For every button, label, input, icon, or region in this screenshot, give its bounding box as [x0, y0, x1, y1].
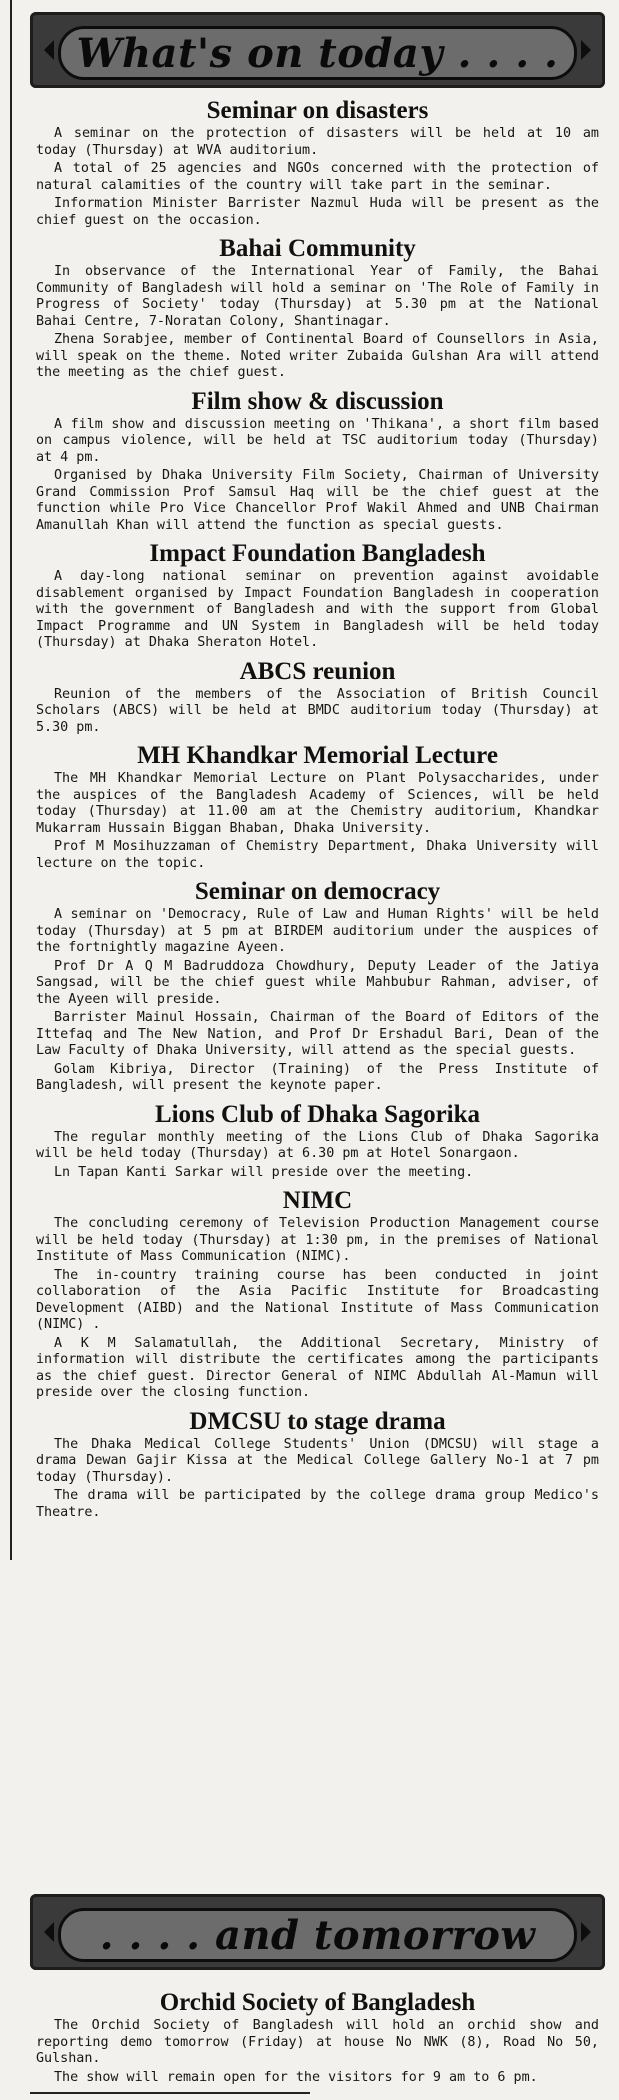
and-tomorrow-banner	[30, 1894, 605, 1970]
event-paragraph: Organised by Dhaka University Film Society, Chairman of University Grand Commission Prof Samsul Haq will be the chief guest at the function while Pro Vice Chancellor Prof Wakil Ahmed and UNB Chairman Amanullah Khan will attend the function as special guests.	[36, 468, 599, 533]
event-item	[30, 387, 605, 535]
tomorrow-events	[30, 1988, 605, 2088]
event-paragraph: The regular monthly meeting of the Lions Club of Dhaka Sagorika will be held today (Thursday) at 6.30 pm at Hotel Sonargaon.	[36, 1129, 599, 1161]
event-heading: DMCSU to stage drama	[189, 1407, 446, 1435]
event-heading: Seminar on disasters	[206, 97, 429, 124]
event-paragraph: Golam Kibriya, Director (Training) of the Press Institute of Bangladesh, will present the keynote paper.	[36, 1061, 599, 1093]
event-paragraph: The in-country training course has been conducted in joint collaboration of the Asia Pacific Institute for Broadcasting Development (AIBD) and the National Institute of Mass Communication (NIMC) .	[36, 1267, 599, 1332]
event-item	[30, 1100, 605, 1182]
event-heading: Film show & discussion	[191, 387, 444, 415]
event-heading: NIMC	[282, 1187, 353, 1214]
event-paragraph: Barrister Mainul Hossain, Chairman of the Board of Editors of the Ittefaq and The New Nation, and Prof Dr Ershadul Bari, Dean of the Law Faculty of Dhaka University, will attend as the special guests.	[36, 1010, 599, 1058]
banner-pill	[58, 26, 577, 80]
event-heading: ABCS reunion	[239, 657, 396, 685]
banner-title: What's on today . . . .	[76, 29, 559, 77]
event-paragraph: Zhena Sorabjee, member of Continental Board of Counsellors in Asia, will speak on the theme. Noted writer Zubaida Gulshan Ara will attend the meeting as the chief guest.	[36, 332, 599, 380]
bottom-rule	[30, 2092, 310, 2094]
whats-on-today-banner	[30, 12, 605, 88]
banner-title: . . . . and tomorrow	[99, 1911, 536, 1959]
event-heading: Orchid Society of Bangladesh	[159, 1989, 476, 2016]
banner-pill	[58, 1908, 577, 1962]
event-item	[30, 234, 605, 382]
event-paragraph: A film show and discussion meeting on 'Thikana', a short film based on campus violence, will be held at TSC auditorium today (Thursday) at 4 pm.	[36, 416, 599, 465]
event-paragraph: A seminar on the protection of disasters will be held at 10 am today (Thursday) at WVA auditorium.	[36, 126, 599, 158]
event-paragraph: The Dhaka Medical College Students' Union (DMCSU) will stage a drama Dewan Gajir Kissa at the Medical College Gallery No-1 at 7 pm today (Thursday).	[36, 1436, 599, 1485]
event-paragraph: Prof Dr A Q M Badruddoza Chowdhury, Deputy Leader of the Jatiya Sangsad, will be the chief guest while Mahbubur Rahman, adviser, of the Ayeen will preside.	[36, 958, 599, 1007]
events-column	[30, 0, 605, 2100]
event-paragraph: A day-long national seminar on prevention against avoidable disablement organised by Impact Foundation Bangladesh in cooperation with the government of Bangladesh and with the support from Global Impact Programme and UN System in Bangladesh will be held today (Thursday) at Dhaka Sheraton Hotel.	[36, 569, 599, 650]
event-heading: MH Khandkar Memorial Lecture	[137, 742, 498, 769]
event-paragraph: Ln Tapan Kanti Sarkar will preside over the meeting.	[54, 1164, 474, 1180]
event-heading: Bahai Community	[219, 235, 416, 262]
event-heading: Impact Foundation Bangladesh	[149, 540, 486, 567]
event-paragraph: Prof M Mosihuzzaman of Chemistry Department, Dhaka University will lecture on the topic.	[36, 839, 599, 871]
event-item	[30, 1407, 605, 1522]
event-paragraph: The drama will be participated by the college drama group Medico's Theatre.	[36, 1488, 599, 1520]
banner-right-arrow-icon	[581, 1922, 591, 1942]
banner-right-arrow-icon	[581, 40, 591, 60]
event-item	[30, 96, 605, 229]
event-paragraph: The MH Khandkar Memorial Lecture on Plant Polysaccharides, under the auspices of the Bangladesh Academy of Sciences, will be held today (Thursday) at 11.00 am at the Chemistry auditorium, Khandkar Mukarram Hussain Biggan Bhaban, Dhaka University.	[36, 771, 599, 836]
banner-left-arrow-icon	[44, 1922, 54, 1942]
event-paragraph: A seminar on 'Democracy, Rule of Law and Human Rights' will be held today (Thursday) at 5 pm at BIRDEM auditorium under the auspices of the fortnightly magazine Ayeen.	[36, 907, 599, 955]
event-item	[30, 877, 605, 1095]
event-item	[30, 1186, 605, 1402]
event-paragraph: A total of 25 agencies and NGOs concerned with the protection of natural calamities of the country will take part in the seminar.	[36, 161, 599, 193]
event-paragraph: Reunion of the members of the Association of British Council Scholars (ABCS) will be held at BMDC auditorium today (Thursday) at 5.30 pm.	[36, 686, 599, 735]
event-item	[30, 539, 605, 652]
event-heading: Lions Club of Dhaka Sagorika	[154, 1100, 481, 1128]
event-paragraph: In observance of the International Year of Family, the Bahai Community of Bangladesh will hold a seminar on 'The Role of Family in Progress of Society' today (Thursday) at 5.30 pm at the National Bahai Centre, 7-Noratan Colony, Shantinagar.	[36, 264, 599, 329]
column-rule	[10, 0, 12, 1560]
event-paragraph: The concluding ceremony of Television Production Management course will be held today (Thursday) at 1:30 pm, in the premises of National Institute of Mass Communication (NIMC).	[36, 1216, 599, 1264]
event-paragraph: Information Minister Barrister Nazmul Huda will be present as the chief guest on the occasion.	[36, 196, 599, 228]
event-item	[30, 657, 605, 737]
event-paragraph: The show will remain open for the visitors for 9 am to 6 pm.	[54, 2069, 538, 2085]
event-item	[30, 1988, 605, 2086]
event-paragraph: A K M Salamatullah, the Additional Secretary, Ministry of information will distribute the certificates among the participants as the chief guest. Director General of NIMC Abdullah Al-Mamun will preside over the closing function.	[36, 1335, 599, 1400]
event-item	[30, 741, 605, 872]
banner-left-arrow-icon	[44, 40, 54, 60]
event-paragraph: The Orchid Society of Bangladesh will hold an orchid show and reporting demo tomorrow (Friday) at house No NWK (8), Road No 50, Gulshan.	[36, 2018, 599, 2066]
event-heading: Seminar on democracy	[194, 878, 441, 905]
today-events	[30, 96, 605, 1526]
